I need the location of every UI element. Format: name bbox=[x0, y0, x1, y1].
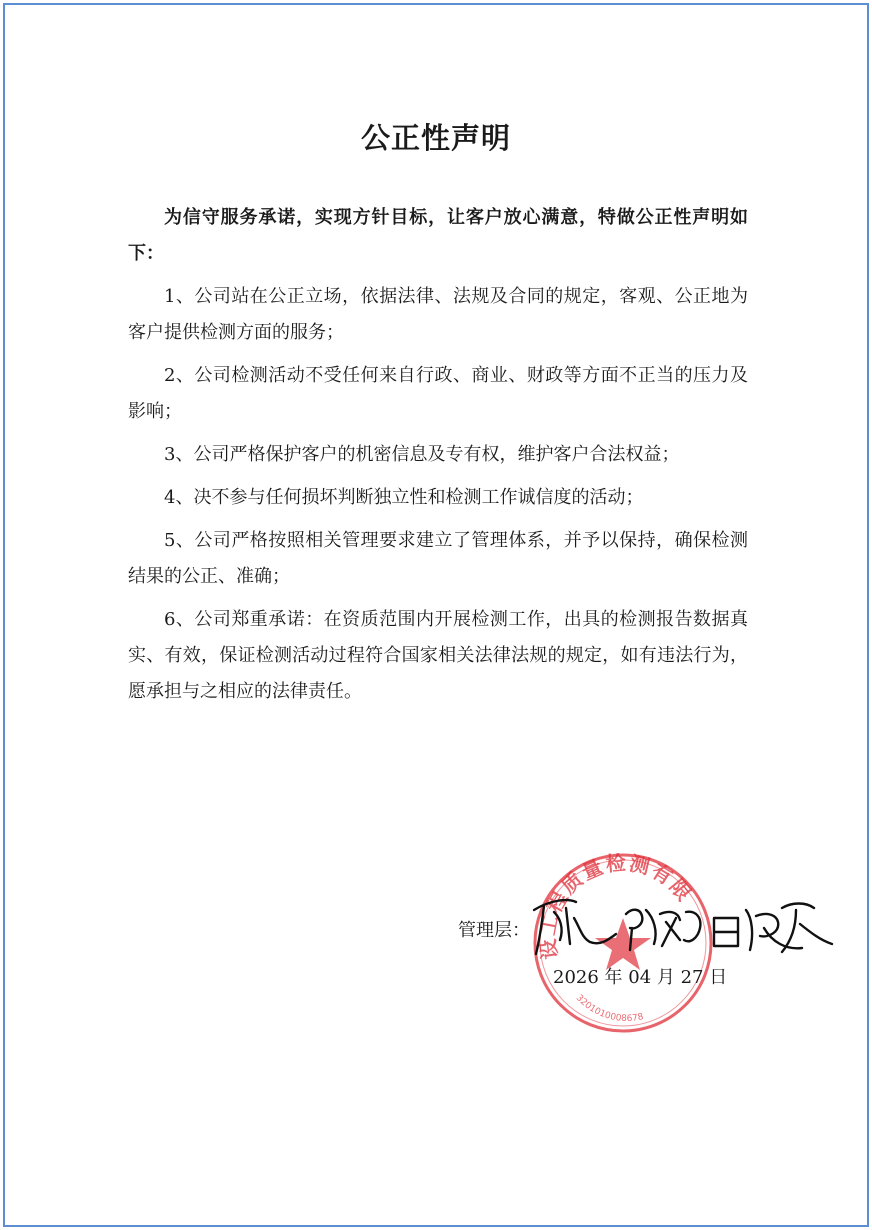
stamp-text: 设工程质量检测有限 bbox=[535, 850, 698, 961]
clause-3: 3、公司严格保护客户的机密信息及专有权，维护客户合法权益； bbox=[164, 444, 680, 465]
document-title: 公正性声明 bbox=[360, 121, 511, 155]
handwritten-signatures bbox=[520, 888, 840, 968]
document-body bbox=[128, 200, 748, 717]
clause-4: 4、决不参与任何损坏判断独立性和检测工作诚信度的活动； bbox=[164, 487, 644, 508]
clause-5: 5、公司严格按照相关管理要求建立了管理体系，并予以保持，确保检测结果的公正、准确； bbox=[128, 530, 748, 587]
clause-1: 1、公司站在公正立场，依据法律、法规及合同的规定，客观、公正地为客户提供检测方面的服务； bbox=[128, 286, 748, 343]
stamp-number: 3201010008678 bbox=[573, 993, 645, 1025]
clause-2: 2、公司检测活动不受任何来自行政、商业、财政等方面不正当的压力及影响； bbox=[128, 365, 748, 422]
intro-paragraph: 为信守服务承诺，实现方针目标，让客户放心满意，特做公正性声明如下： bbox=[128, 207, 748, 264]
clause-6: 6、公司郑重承诺：在资质范围内开展检测工作，出具的检测报告数据真实、有效，保证检测活动过程符合国家相关法律法规的规定，如有违法行为，愿承担与之相应的法律责任。 bbox=[128, 609, 748, 702]
signature-label: 管理层： bbox=[458, 920, 530, 941]
document-date: 2026 年 04 月 27 日 bbox=[553, 967, 728, 988]
